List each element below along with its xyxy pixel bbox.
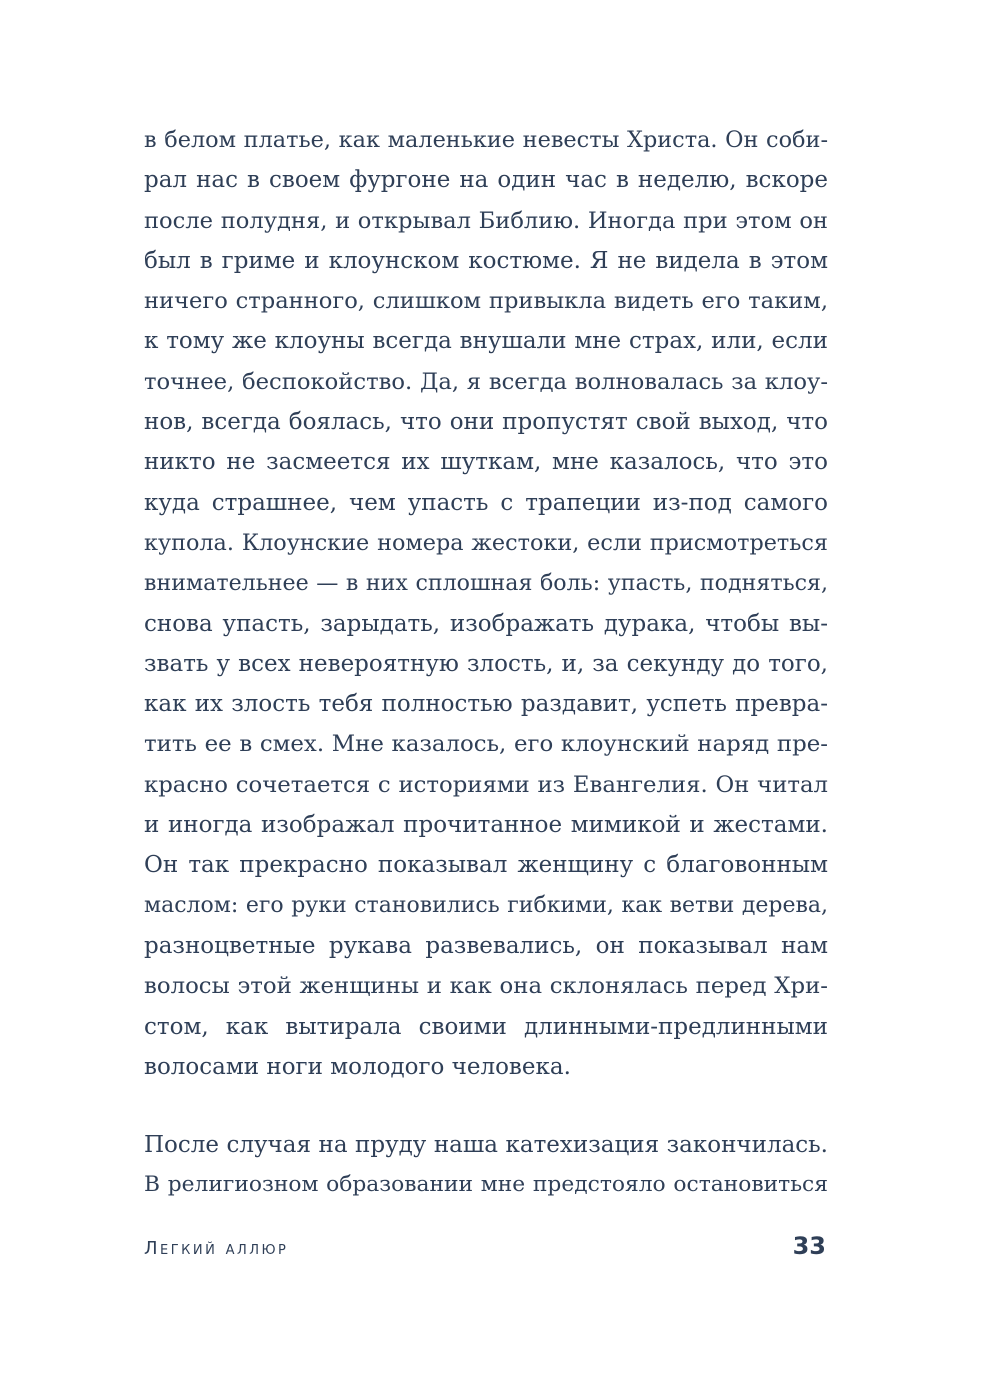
text-line: волосами ноги молодого человека. xyxy=(144,1053,571,1080)
text-line: был в гриме и клоунском костюме. Я не видела в этом xyxy=(144,247,828,274)
text-line: купола. Клоунские номера жестоки, если присмотреться xyxy=(144,529,828,556)
text-line: звать у всех невероятную злость, и, за секунду до того, xyxy=(144,650,828,677)
text-line: как их злость тебя полностью раздавит, успеть превра- xyxy=(144,691,828,718)
text-line: в белом платье, как маленькие невесты Христа. Он соби- xyxy=(144,127,828,153)
text-line: стом, как вытирала своими длинными-предлинными xyxy=(144,1013,828,1040)
text-line: нов, всегда боялась, что они пропустят свой выход, что xyxy=(144,409,828,436)
text-line: рал нас в своем фургоне на один час в неделю, вскоре xyxy=(144,167,828,194)
text-line: никто не засмеется их шуткам, мне казалось, что это xyxy=(144,449,828,476)
page-number: 33 xyxy=(792,1232,826,1260)
text-line: точнее, беспокойство. Да, я всегда волновалась за клоу- xyxy=(144,368,828,395)
text-line: внимательнее — в них сплошная боль: упасть, подняться, xyxy=(144,570,828,597)
text-line: ничего странного, слишком привыкла видеть его таким, xyxy=(144,288,828,315)
text-line: волосы этой женщины и как она склонялась перед Хри- xyxy=(144,973,828,1000)
text-line: после полудня, и открывал Библию. Иногда при этом он xyxy=(144,207,828,234)
paragraph-1 xyxy=(144,120,828,1087)
paragraph-2 xyxy=(144,1125,828,1206)
text-line: куда страшнее, чем упасть с трапеции из-под самого xyxy=(144,489,828,516)
text-line: маслом: его руки становились гибкими, как ветви дерева, xyxy=(144,892,828,918)
text-line: к тому же клоуны всегда внушали мне страх, или, если xyxy=(144,328,828,355)
text-line: разноцветные рукава развевались, он показывал нам xyxy=(144,932,828,959)
text-line: тить ее в смех. Мне казалось, его клоунский наряд пре- xyxy=(144,731,828,758)
text-line: После случая на пруду наша катехизация закончилась. xyxy=(144,1132,828,1158)
text-line: снова упасть, зарыдать, изображать дурака, чтобы вы- xyxy=(144,610,828,637)
running-title: Легкий аллюр xyxy=(144,1238,289,1259)
text-line: красно сочетается с историями из Евангелия. Он читал xyxy=(144,771,828,798)
text-line: и иногда изображал прочитанное мимикой и жестами. xyxy=(144,812,828,839)
text-line: В религиозном образовании мне предстояло остановиться xyxy=(144,1172,828,1198)
text-line: Он так прекрасно показывал женщину с благовонным xyxy=(144,852,828,879)
